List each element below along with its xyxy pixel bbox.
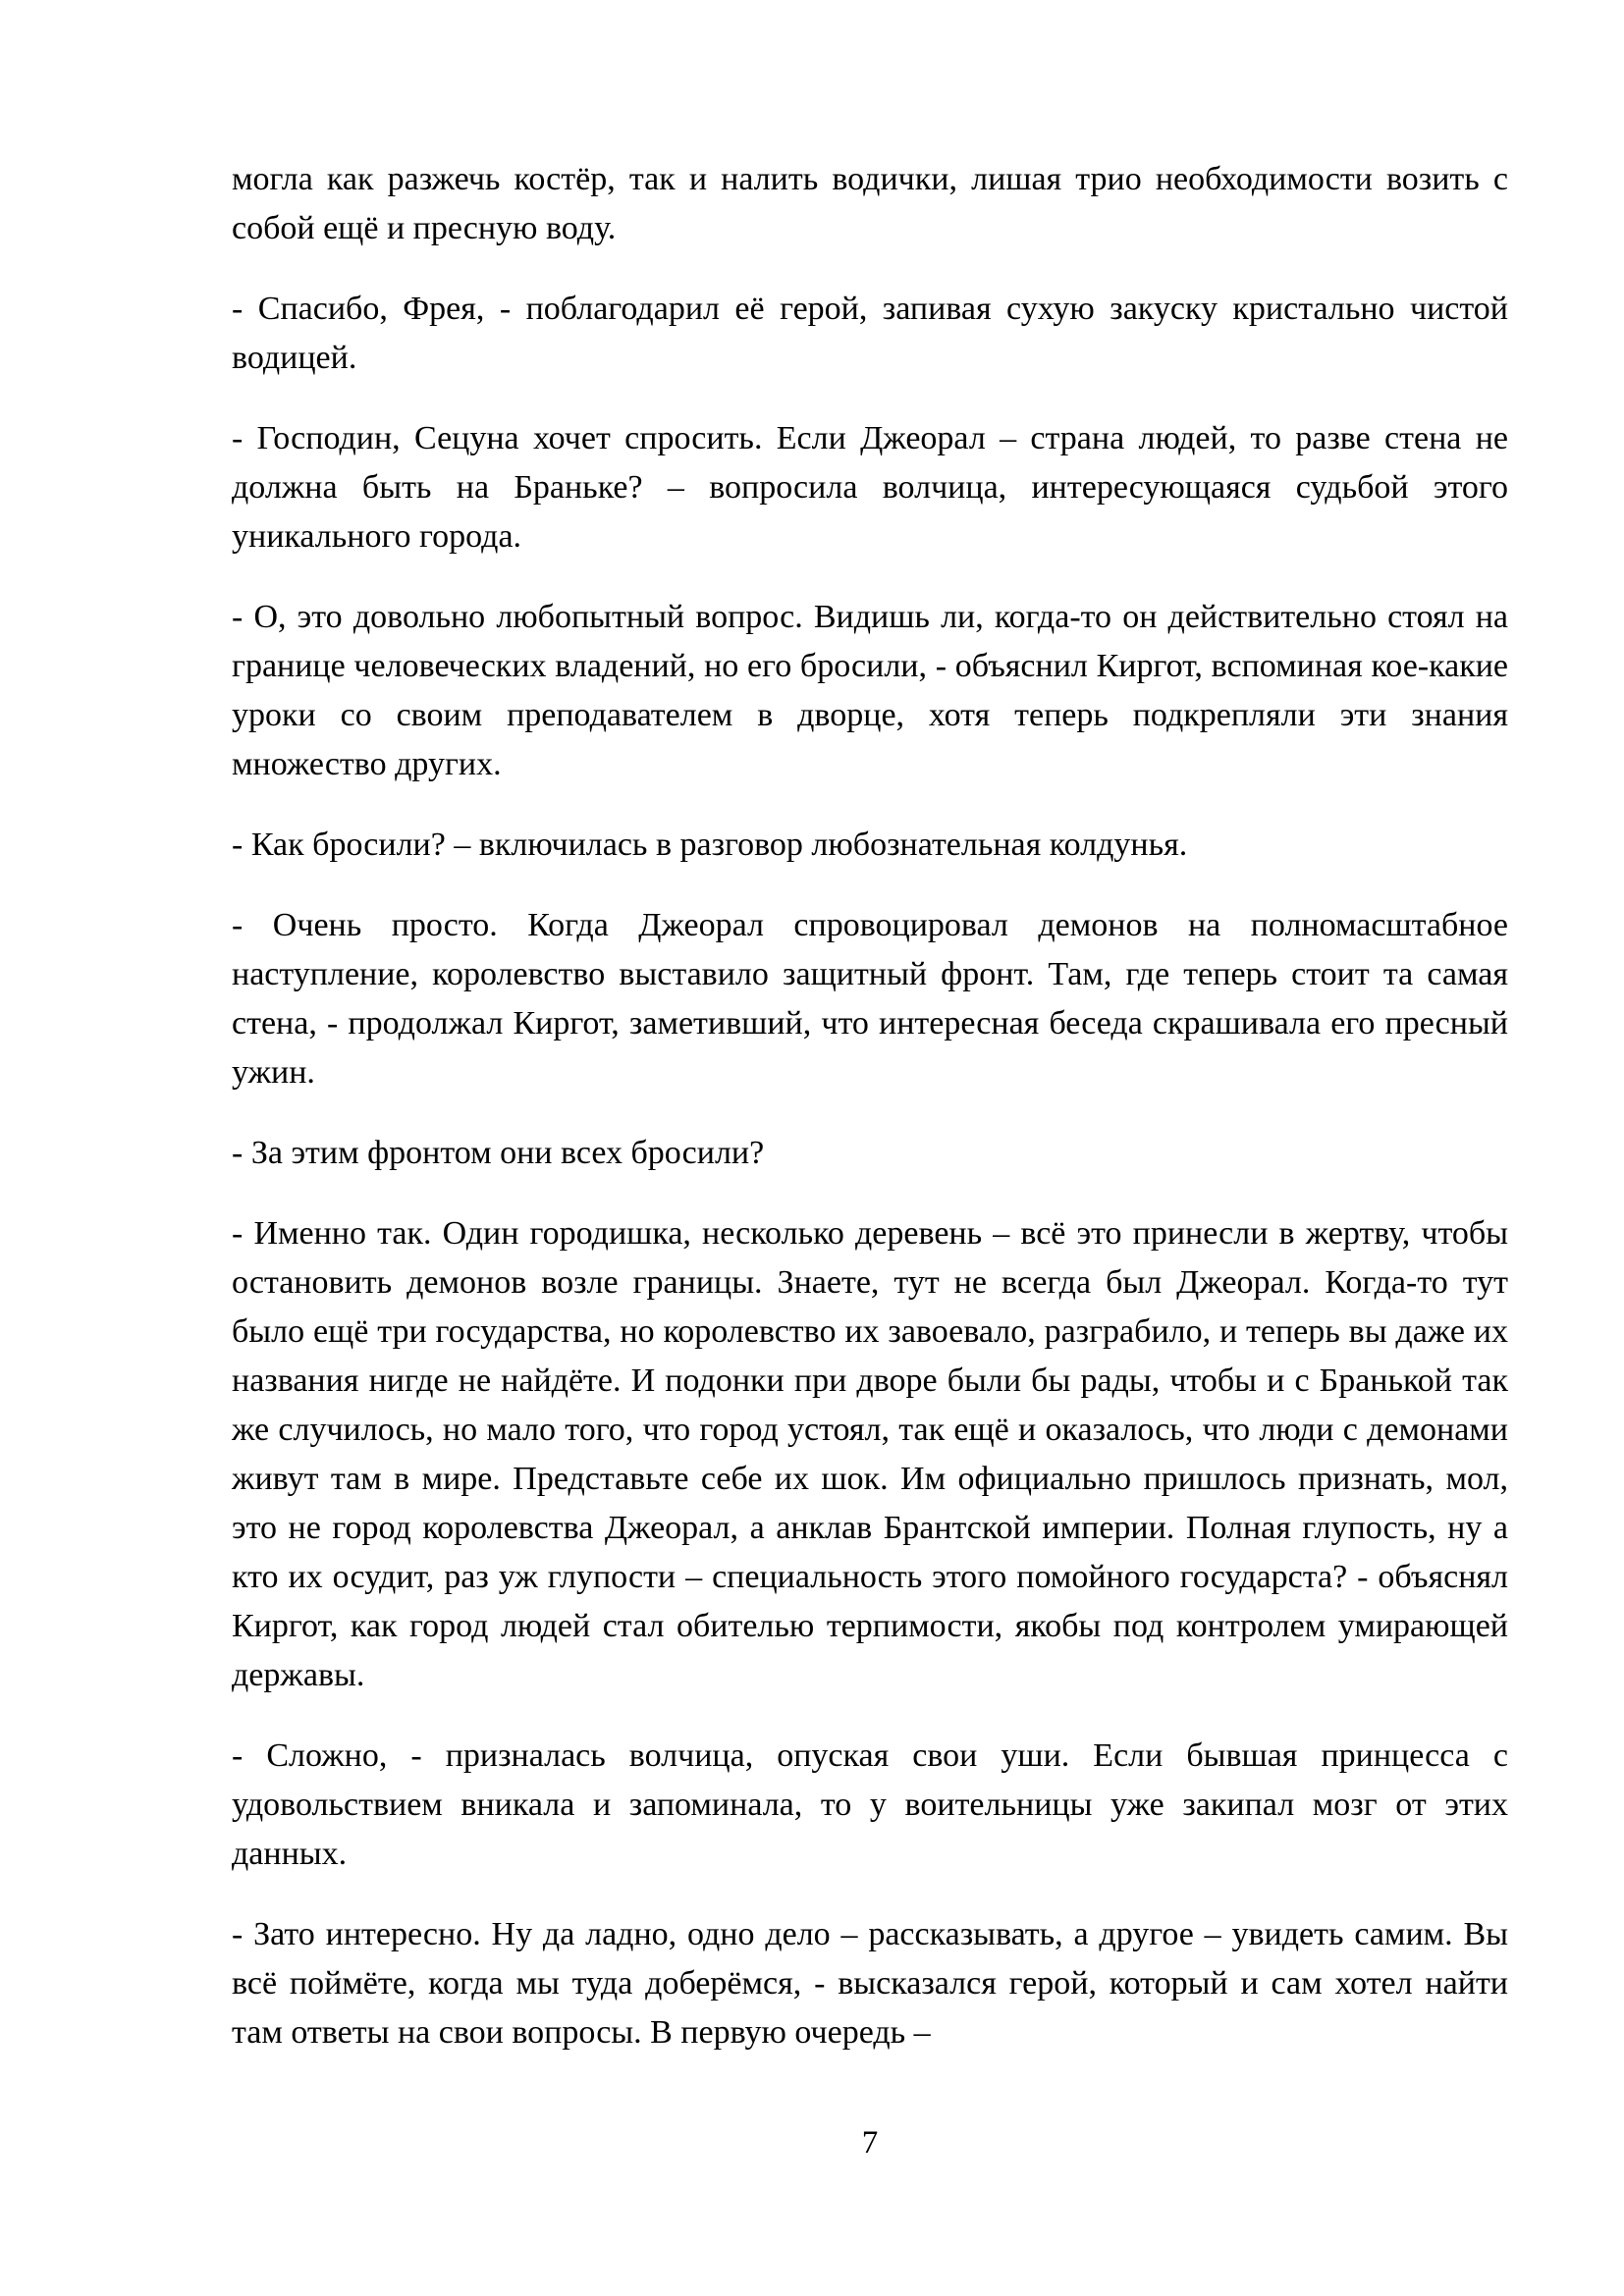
paragraph: - Именно так. Один городишка, несколько деревень – всё это принесли в жертву, чтобы остановить демонов возле границы. Знаете, тут не всегда был Джеорал. Когда-то тут было ещё три государства, но королевство их завоевало, разграбило, и теперь вы даже их названия нигде не найдёте. И подонки при дворе были бы рады, чтобы и с Бранькой так же случилось, но мало того, что город устоял, так ещё и оказалось, что люди с демонами живут там в мире. Представьте себе их шок. Им официально пришлось признать, мол, это не город королевства Джеорал, а анклав Брантской империи. Полная глупость, ну а кто их осудит, раз уж глупости – специальность этого помойного государста? - объяснял Киргот, как город людей стал обителью терпимости, якобы под контролем умирающей державы.	[232, 1215, 1508, 1693]
page-number: 7	[861, 2125, 879, 2161]
text-block	[232, 155, 1508, 2089]
paragraph: - О, это довольно любопытный вопрос. Видишь ли, когда-то он действительно стоял на границе человеческих владений, но его бросили, - объяснил Киргот, вспоминая кое-какие уроки со своим преподавателем в дворце, хотя теперь подкрепляли эти знания множество других.	[232, 599, 1508, 782]
paragraph: - Очень просто. Когда Джеорал спровоцировал демонов на полномасштабное наступление, королевство выставило защитный фронт. Там, где теперь стоит та самая стена, - продолжал Киргот, заметивший, что интересная беседа скрашивала его пресный ужин.	[232, 907, 1508, 1091]
paragraph: - Как бросили? – включилась в разговор любознательная колдунья.	[232, 827, 1188, 863]
paragraph: - За этим фронтом они всех бросили?	[232, 1135, 765, 1171]
paragraph: - Сложно, - призналась волчица, опуская свои уши. Если бывшая принцесса с удовольствием вникала и запоминала, то у воительницы уже закипал мозг от этих данных.	[232, 1737, 1508, 1872]
paragraph: - Господин, Сецуна хочет спросить. Если Джеорал – страна людей, то разве стена не должна быть на Браньке? – вопросила волчица, интересующаяся судьбой этого уникального города.	[232, 420, 1508, 555]
paragraph: - Спасибо, Фрея, - поблагодарил её герой, запивая сухую закуску кристально чистой водицей.	[232, 291, 1508, 376]
paragraph: - Зато интересно. Ну да ладно, одно дело – рассказывать, а другое – увидеть самим. Вы всё поймёте, когда мы туда доберёмся, - высказался герой, который и сам хотел найти там ответы на свои вопросы. В первую очередь –	[232, 1916, 1508, 2051]
paragraph: могла как разжечь костёр, так и налить водички, лишая трио необходимости возить с собой ещё и пресную воду.	[232, 161, 1508, 246]
